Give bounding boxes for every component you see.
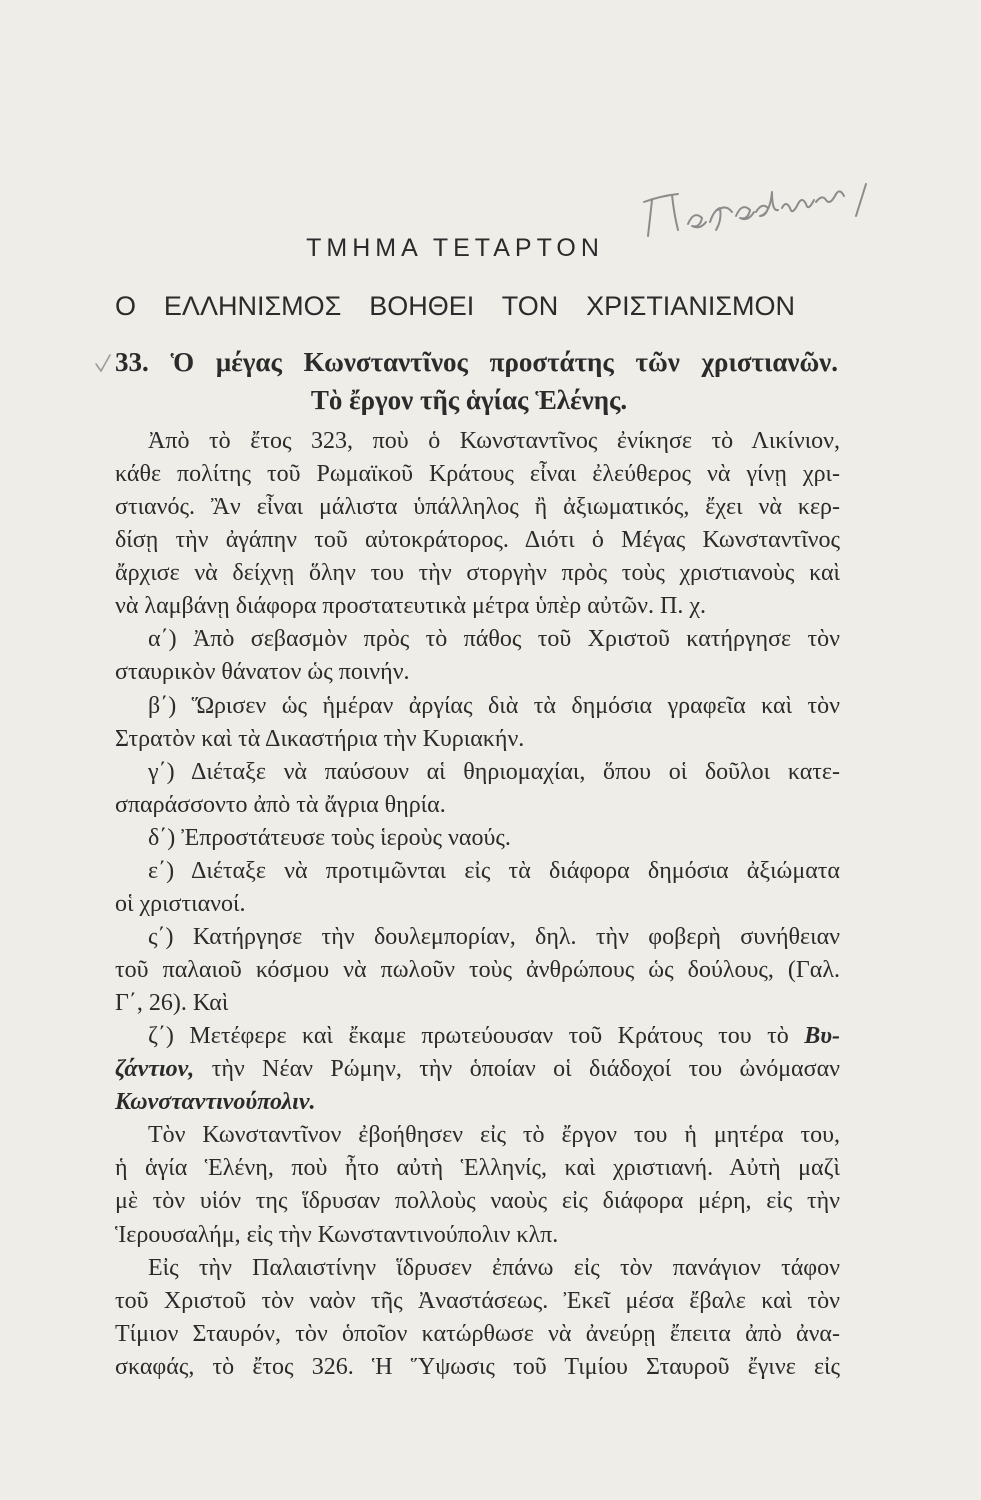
text-line: Γ΄, 26). Καὶ: [115, 990, 229, 1017]
list-item: [115, 623, 840, 689]
text-line: ε΄) Διέταξε νὰ προτιμῶνται εἰς τὰ διάφορα δημόσια ἀξιώματα: [148, 857, 840, 884]
text-line: οἱ χριστιανοί.: [115, 890, 246, 917]
text-line: δ΄) Ἐπροστάτευσε τοὺς ἱεροὺς ναούς.: [148, 824, 511, 851]
body-text: [115, 425, 840, 1384]
text-line: σκαφάς, τὸ ἔτος 326. Ἡ Ὕψωσις τοῦ Τιμίου Σταυροῦ ἔγινε εἰς: [115, 1353, 840, 1380]
intro-paragraph: [115, 425, 840, 623]
text-line: Ἀπὸ τὸ ἔτος 323, ποὺ ὁ Κωνσταντῖνος ἐνίκησε τὸ Λικίνιον,: [148, 428, 840, 454]
list-item: [115, 1020, 840, 1119]
emphasized-term: Κωνσταντινούπολιν.: [115, 1089, 316, 1116]
text-line: ἄρχισε νὰ δείχνῃ ὅλην του τὴν στοργὴν πρὸς τοὺς χριστιανοὺς καὶ: [115, 560, 840, 587]
list-item: [115, 690, 840, 756]
text-line: [115, 1086, 840, 1119]
text-line: Στρατὸν καὶ τὰ Δικαστήρια τὴν Κυριακήν.: [115, 725, 525, 752]
text-line: γ΄) Διέταξε νὰ παύσουν αἱ θηριομαχίαι, ὅπου οἱ δοῦλοι κατε-: [148, 758, 840, 785]
text-line: ἡ ἁγία Ἑλένη, ποὺ ἦτο αὐτὴ Ἑλληνίς, καὶ χριστιανή. Αὐτὴ μαζὶ: [115, 1155, 840, 1182]
text-segment: τὴν Νέαν Ρώμην, τὴν ὁποίαν οἱ διάδοχοί του ὠνόμασαν: [194, 1056, 840, 1083]
section-heading: [115, 344, 838, 380]
part-heading: ΤΜΗΜΑ ΤΕΤΑΡΤΟΝ: [306, 234, 604, 262]
list-item: [115, 855, 840, 921]
text-segment: ζ΄) Μετέφερε καὶ ἔκαμε πρωτεύουσαν τοῦ Κράτους του τὸ: [148, 1023, 805, 1050]
section-subtitle: Τὸ ἔργον τῆς ἁγίας Ἑλένης.: [310, 385, 628, 415]
emphasized-term: Βυ-: [804, 1023, 840, 1050]
text-line: α΄) Ἀπὸ σεβασμὸν πρὸς τὸ πάθος τοῦ Χριστοῦ κατήργησε τὸν: [148, 626, 840, 653]
section-title: Ὁ μέγας Κωνσταντῖνος προστάτης τῶν χριστιανῶν.: [170, 347, 838, 377]
text-line: [115, 1053, 840, 1086]
text-line: Εἰς τὴν Παλαιστίνην ἵδρυσεν ἐπάνω εἰς τὸν πανάγιον τάφον: [148, 1254, 840, 1281]
list-item: [115, 822, 840, 855]
emphasized-term: ζάντιον,: [115, 1056, 195, 1083]
text-line: νὰ λαμβάνῃ διάφορα προστατευτικὰ μέτρα ὑπὲρ αὐτῶν. Π. χ.: [115, 593, 706, 620]
text-line: σπαράσσοντο ἀπὸ τὰ ἄγρια θηρία.: [115, 791, 446, 818]
text-line: Τίμιον Σταυρόν, τὸν ὁποῖον κατώρθωσε νὰ ἀνεύρῃ ἔπειτα ἀπὸ ἀνα-: [115, 1320, 840, 1347]
section-number: 33.: [115, 347, 149, 377]
measures-list: [115, 623, 840, 1119]
text-line: β΄) Ὥρισεν ὡς ἡμέραν ἀργίας διὰ τὰ δημόσια γραφεῖα καὶ τὸν: [148, 692, 840, 719]
pencil-check-mark-icon: [93, 352, 113, 374]
text-line: [115, 1020, 840, 1053]
text-line: δίσῃ τὴν ἀγάπην τοῦ αὐτοκράτορος. Διότι ὁ Μέγας Κωνσταντῖνος: [115, 527, 840, 554]
list-item: [115, 921, 840, 1020]
text-line: Τὸν Κωνσταντῖνον ἐβοήθησεν εἰς τὸ ἔργον του ἡ μητέρα του,: [148, 1122, 840, 1149]
text-line: ς΄) Κατήργησε τὴν δουλεμπορίαν, δηλ. τὴν φοβερὴ συνήθειαν: [148, 923, 840, 950]
text-line: κάθε πολίτης τοῦ Ρωμαϊκοῦ Κράτους εἶναι ἐλεύθερος νὰ γίνῃ χρι-: [115, 461, 840, 488]
text-line: Ἱερουσαλήμ, εἰς τὴν Κωνσταντινούπολιν κλπ.: [115, 1221, 559, 1248]
chapter-title: Ο ΕΛΛΗΝΙΣΜΟΣ ΒΟΗΘΕΙ ΤΟΝ ΧΡΙΣΤΙΑΝΙΣΜΟΝ: [115, 291, 795, 321]
text-line: τοῦ Χριστοῦ τὸν ναὸν τῆς Ἀναστάσεως. Ἐκεῖ μέσα ἔβαλε καὶ τὸν: [115, 1287, 840, 1314]
palestine-paragraph: [115, 1252, 840, 1384]
text-line: μὲ τὸν υἱόν της ἵδρυσαν πολλοὺς ναοὺς εἰς διάφορα μέρη, εἰς τὴν: [115, 1188, 840, 1215]
text-line: σταυρικὸν θάνατον ὡς ποινήν.: [115, 659, 410, 686]
text-line: στιανός. Ἂν εἶναι μάλιστα ὑπάλληλος ἢ ἀξιωματικός, ἔχει νὰ κερ-: [115, 494, 840, 521]
list-item: [115, 756, 840, 822]
helena-paragraph: [115, 1119, 840, 1251]
text-line: τοῦ παλαιοῦ κόσμου νὰ πωλοῦν τοὺς ἀνθρώπους ὡς δούλους, (Γαλ.: [115, 957, 840, 983]
